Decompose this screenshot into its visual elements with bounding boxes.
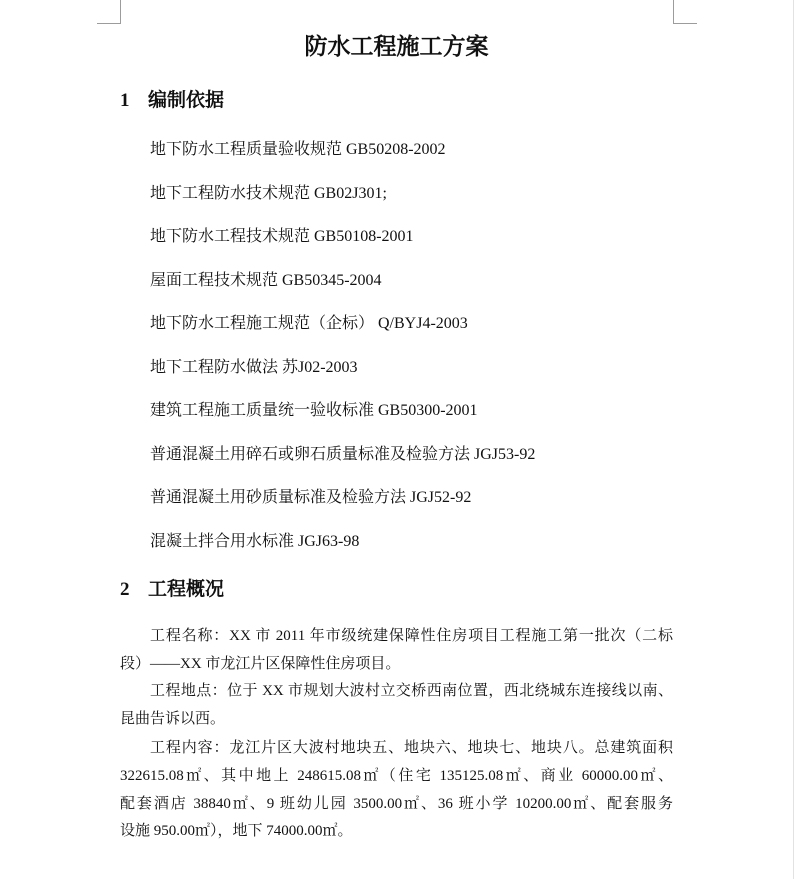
paragraph-project-content xyxy=(120,735,673,845)
paragraph-line: 昆曲告诉以西。 xyxy=(120,710,226,727)
reference-item: 屋面工程技术规范 GB50345-2004 xyxy=(150,271,382,289)
project-overview-body xyxy=(120,623,673,846)
margin-corner-mark-top-left-vertical xyxy=(120,0,121,24)
paragraph-line: 工程地点：位于 XX 市规划大波村立交桥西南位置，西北绕城东连接线以南、 xyxy=(150,683,673,700)
reference-standards-list xyxy=(150,140,673,575)
paragraph-line: 322615.08㎡、其中地上 248615.08㎡（住宅 135125.08㎡、商业 60000.00㎡、 xyxy=(120,767,673,784)
section-heading-2 xyxy=(120,578,673,602)
reference-item: 普通混凝土用碎石或卵石质量标准及检验方法 JGJ53-92 xyxy=(150,445,536,463)
section-title: 工程概况 xyxy=(148,579,225,600)
document-title: 防水工程施工方案 xyxy=(304,34,489,59)
paragraph-line: 设施 950.00㎡），地下 74000.00㎡。 xyxy=(120,823,353,840)
section-title: 编制依据 xyxy=(148,90,225,111)
section-number: 2 xyxy=(120,579,130,600)
paragraph-line: 配套酒店 38840㎡、9 班幼儿园 3500.00㎡、36 班小学 10200.00㎡、配套服务 xyxy=(120,795,673,812)
reference-item: 建筑工程施工质量统一验收标准 GB50300-2001 xyxy=(150,402,478,419)
reference-item: 地下防水工程技术规范 GB50108-2001 xyxy=(150,228,414,245)
reference-item: 普通混凝土用砂质量标准及检验方法 JGJ52-92 xyxy=(150,489,472,506)
reference-item: 地下工程防水做法 苏J02-2003 xyxy=(150,358,358,376)
paragraph-line: 工程名称：XX 市 2011 年市级统建保障性住房项目工程施工第一批次（二标 xyxy=(150,628,673,644)
paragraph-project-name xyxy=(120,623,673,678)
margin-corner-mark-top-right-vertical xyxy=(673,0,674,24)
paragraph-line: 工程内容：龙江片区大波村地块五、地块六、地块七、地块八。总建筑面积 xyxy=(150,740,673,757)
reference-item: 地下工程防水技术规范 GB02J301; xyxy=(150,184,387,202)
section-number: 1 xyxy=(120,90,130,111)
paragraph-project-location xyxy=(120,678,673,733)
paragraph-line: 段）——XX 市龙江片区保障性住房项目。 xyxy=(120,655,401,672)
margin-corner-mark-top-right-horizontal xyxy=(673,23,697,24)
reference-item: 地下防水工程施工规范（企标） Q/BYJ4-2003 xyxy=(150,315,468,332)
margin-corner-mark-top-left-horizontal xyxy=(97,23,121,24)
section-heading-1 xyxy=(120,89,673,113)
reference-item: 地下防水工程质量验收规范 GB50208-2002 xyxy=(150,141,446,158)
reference-item: 混凝土拌合用水标准 JGJ63-98 xyxy=(150,532,360,550)
